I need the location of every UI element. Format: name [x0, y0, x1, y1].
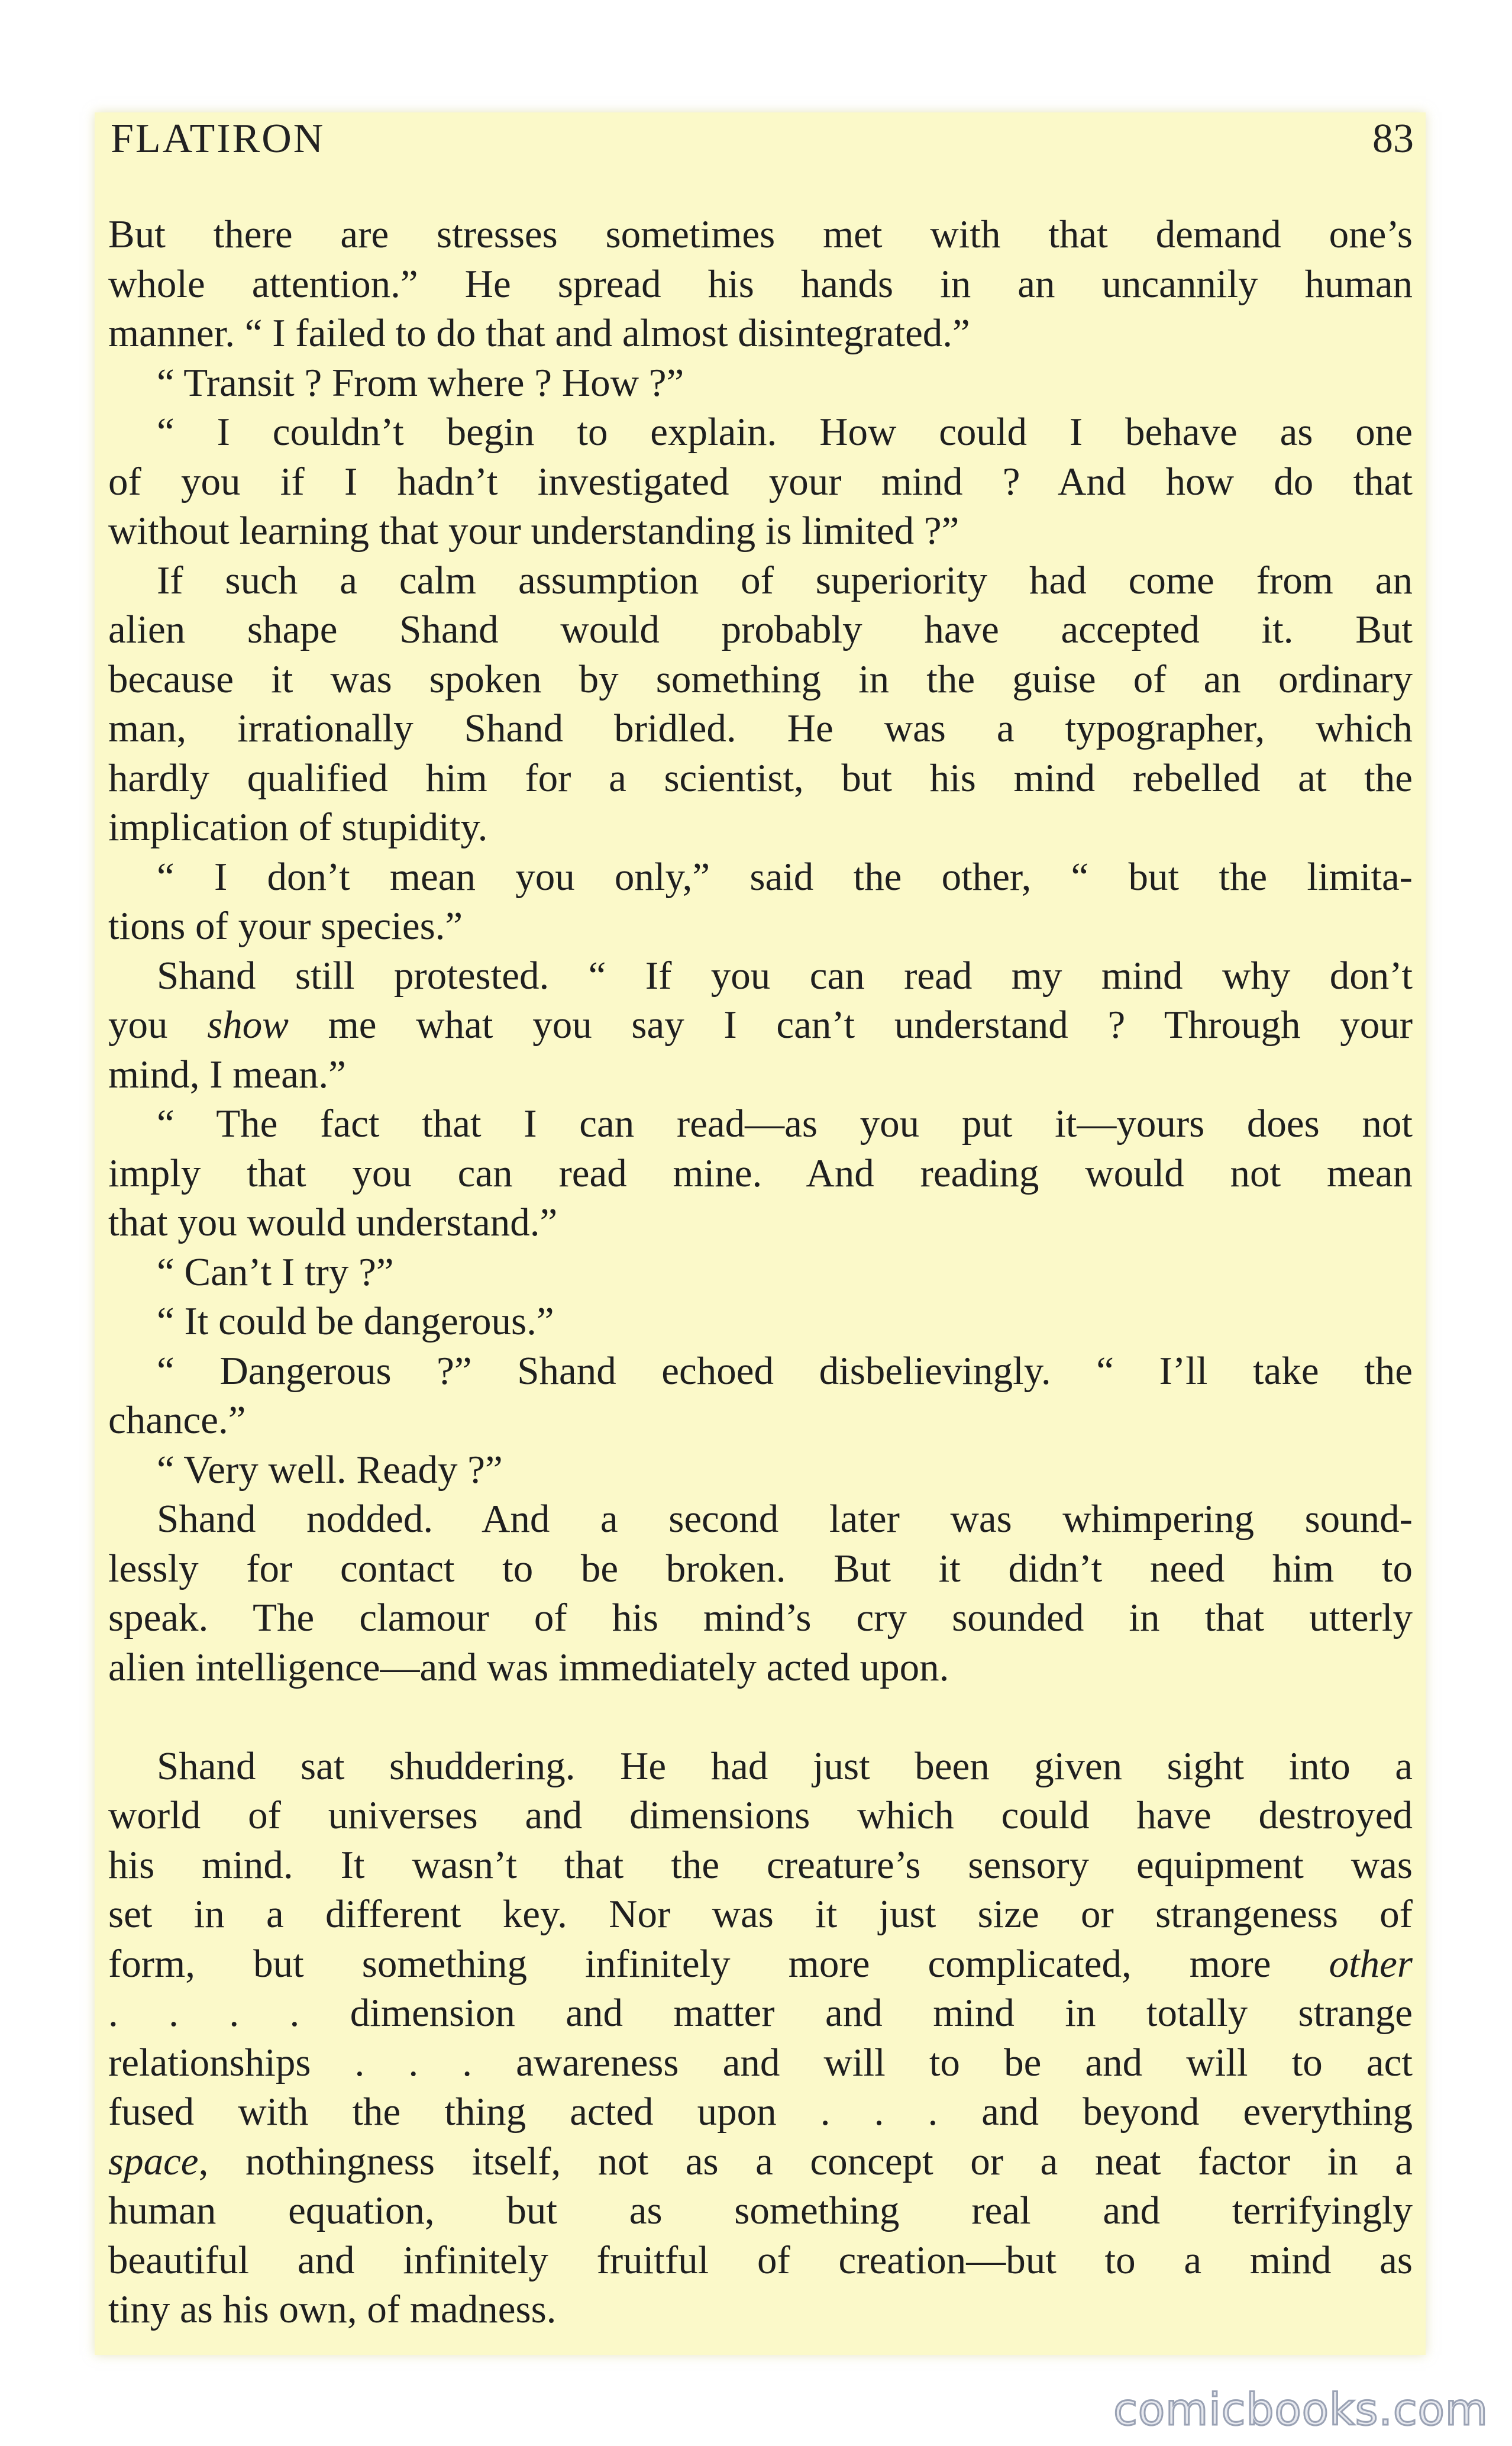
- text-line: hardly qualified him for a scientist, but his mind rebelled at the: [108, 756, 1413, 800]
- text-line: mind, I mean.”: [108, 1052, 346, 1096]
- text-line: Shand still protested. “ If you can read my mind why don’t: [157, 953, 1413, 998]
- running-header: [104, 115, 1414, 180]
- text-line: chance.”: [108, 1398, 246, 1442]
- text-line: alien shape Shand would probably have accepted it. But: [108, 608, 1413, 651]
- text-line: set in a different key. Nor was it just size or strangeness of: [108, 1892, 1413, 1936]
- section-break: [108, 1692, 1413, 1742]
- chapter-title: FLATIRON: [111, 116, 325, 162]
- text-line: implication of stupidity.: [108, 805, 488, 849]
- text-line: because it was spoken by something in the guise of an ordinary: [108, 657, 1413, 701]
- text-line: “ I don’t mean you only,” said the other, “ but the limita-: [157, 854, 1413, 899]
- text-line: “ I couldn’t begin to explain. How could I behave as one: [157, 410, 1413, 454]
- text-line: without learning that your understanding is limited ?”: [108, 509, 959, 553]
- text-line: “ Very well. Ready ?”: [157, 1447, 503, 1492]
- text-line: that you would understand.”: [108, 1201, 558, 1244]
- watermark: comicbooks.com: [1113, 2384, 1488, 2435]
- text-line: Shand sat shuddering. He had just been given sight into a: [157, 1744, 1413, 1788]
- text-line: “ Dangerous ?” Shand echoed disbelievingly. “ I’ll take the: [157, 1348, 1413, 1393]
- text-line: you show me what you say I can’t understand ? Through your: [108, 1003, 1413, 1047]
- text-line: relationships . . . awareness and will to be and will to act: [108, 2040, 1413, 2084]
- text-line: But there are stresses sometimes met with that demand one’s: [108, 212, 1413, 256]
- text-line: manner. “ I failed to do that and almost disintegrated.”: [108, 311, 970, 355]
- text-line: “ Transit ? From where ? How ?”: [157, 360, 684, 405]
- text-line: space, nothingness itself, not as a concept or a neat factor in a: [108, 2139, 1413, 2183]
- text-line: man, irrationally Shand bridled. He was a typographer, which: [108, 706, 1413, 750]
- text-line: tiny as his own, of madness.: [108, 2287, 557, 2331]
- text-line: tions of your species.”: [108, 904, 463, 948]
- body-text: [108, 210, 1413, 2335]
- text-line: beautiful and infinitely fruitful of creation—but to a mind as: [108, 2238, 1413, 2282]
- text-line: . . . . dimension and matter and mind in totally strange: [108, 1991, 1413, 2035]
- text-line: speak. The clamour of his mind’s cry sounded in that utterly: [108, 1596, 1413, 1640]
- text-line: lessly for contact to be broken. But it didn’t need him to: [108, 1546, 1413, 1590]
- text-line: “ The fact that I can read—as you put it—yours does not: [157, 1102, 1413, 1145]
- text-line: world of universes and dimensions which could have destroyed: [108, 1793, 1413, 1837]
- text-line: “ Can’t I try ?”: [157, 1250, 394, 1294]
- text-line: his mind. It wasn’t that the creature’s sensory equipment was: [108, 1842, 1413, 1887]
- text-line: fused with the thing acted upon . . . and beyond everything: [108, 2090, 1413, 2134]
- text-line: If such a calm assumption of superiority had come from an: [157, 558, 1413, 602]
- text-line: of you if I hadn’t investigated your mind ? And how do that: [108, 459, 1413, 504]
- text-line: imply that you can read mine. And reading would not mean: [108, 1151, 1413, 1195]
- text-line: human equation, but as something real and terrifyingly: [108, 2189, 1413, 2232]
- text-line: whole attention.” He spread his hands in an uncannily human: [108, 262, 1413, 306]
- text-line: “ It could be dangerous.”: [157, 1299, 554, 1343]
- text-line: form, but something infinitely more complicated, more other: [108, 1941, 1413, 1986]
- text-line: Shand nodded. And a second later was whimpering sound-: [157, 1497, 1413, 1541]
- text-line: alien intelligence—and was immediately acted upon.: [108, 1645, 949, 1689]
- page-number: 83: [1372, 116, 1414, 162]
